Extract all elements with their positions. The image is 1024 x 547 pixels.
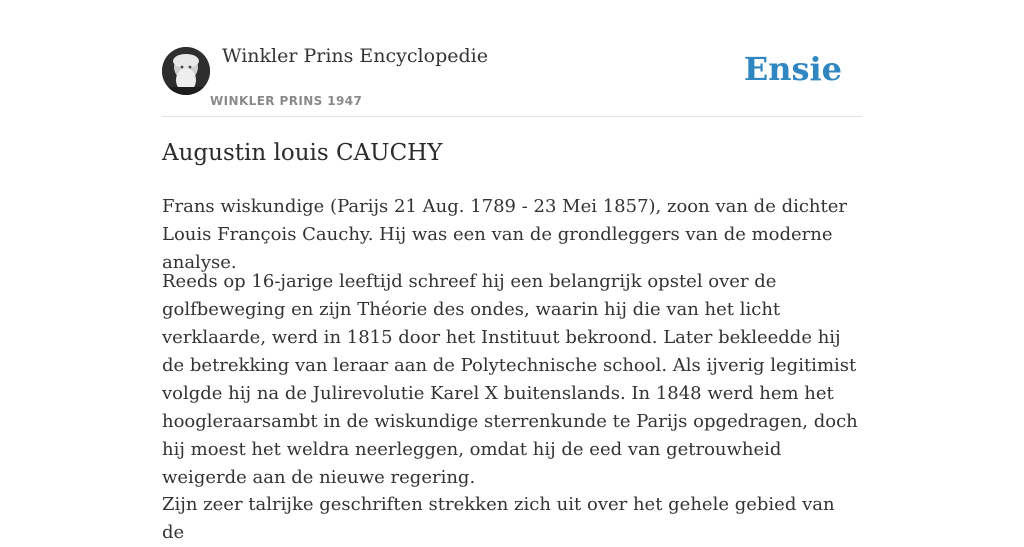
source-title[interactable]: Winkler Prins Encyclopedie	[222, 45, 488, 67]
article-paragraph: Frans wiskundige (Parijs 21 Aug. 1789 - 23 Mei 1857), zoon van de dichter Louis François Cauchy. Hij was een van de grondleggers van de moderne analyse.	[162, 196, 848, 273]
brand-logo[interactable]: Ensie	[743, 50, 842, 88]
portrait-avatar-icon[interactable]	[162, 47, 210, 95]
source-subtitle: WINKLER PRINS 1947	[210, 94, 363, 108]
article-page	[162, 0, 862, 543]
article-title: Augustin louis CAUCHY	[162, 140, 443, 166]
article-paragraph: Reeds op 16-jarige leeftijd schreef hij een belangrijk opstel over de golfbeweging en zijn Théorie des ondes, waarin hij die van het licht verklaarde, werd in 1815 door het Instituut bekroond. Later bekleedde hij de betrekking van leraar aan de Polytechnische school. Als ijverig legitimist volgde hij na de Julirevolutie Karel X buitenslands. In 1848 werd hem het hoogleraarsambt in de wiskundige sterrenkunde te Parijs opgedragen, doch hij moest het weldra neerleggen, omdat hij de eed van getrouwheid weigerde aan de nieuwe regering.	[162, 271, 858, 488]
article-paragraph: Zijn zeer talrijke geschriften strekken zich uit over het gehele gebied van de	[162, 494, 835, 543]
source-header	[162, 0, 862, 117]
